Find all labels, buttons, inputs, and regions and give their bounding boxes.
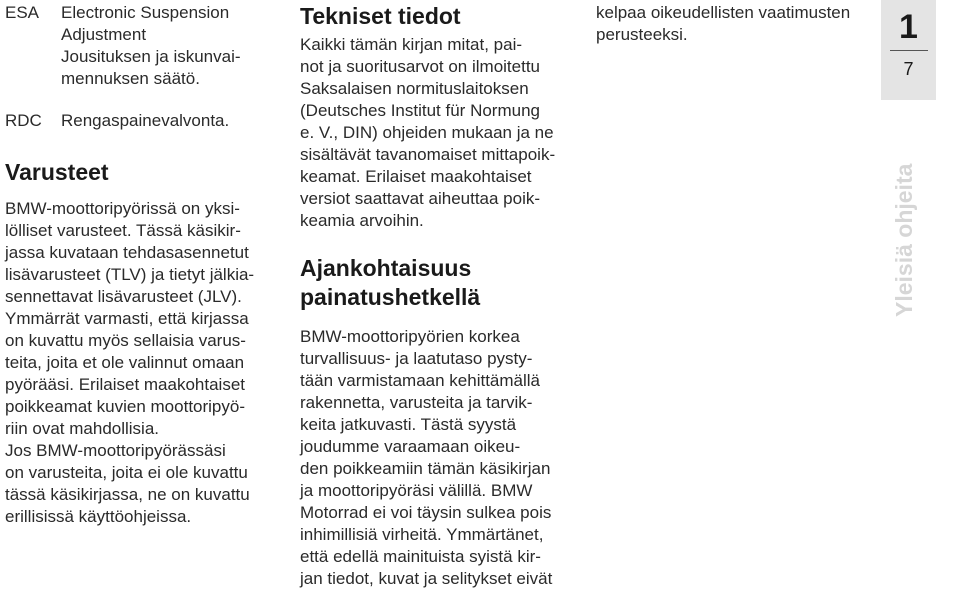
text-line: den poikkeamiin tämän käsikirjan: [300, 459, 551, 478]
text-line: kelpaa oikeudellisten vaatimusten: [596, 3, 851, 22]
heading-line: Ajankohtaisuus: [300, 255, 472, 281]
text-line: Jos BMW-moottoripyörässäsi: [5, 441, 226, 460]
text-line: inhimillisiä virheitä. Ymmärtänet,: [300, 525, 544, 544]
text-line: erillisissä käyttöohjeissa.: [5, 507, 192, 526]
text-line: Electronic Suspension: [61, 3, 230, 22]
section-heading-tekniset-tiedot: Tekniset tiedot: [300, 3, 461, 29]
text-line: jassa kuvataan tehdasasennetut: [5, 243, 249, 262]
text-line: Adjustment: [61, 25, 147, 44]
text-line: että edellä mainituista syistä kir-: [300, 547, 541, 566]
text-line: lisävarusteet (TLV) ja tietyt jälkia-: [5, 265, 255, 284]
text-line: riin ovat mahdollisia.: [5, 419, 160, 438]
text-line: joudumme varaamaan oikeu-: [300, 437, 521, 456]
text-line: jan tiedot, kuvat ja selitykset eivät: [300, 569, 553, 588]
text-line: poikkeamat kuvien moottoripyö-: [5, 397, 246, 416]
section-heading-ajankohtaisuus: [300, 254, 582, 312]
text-line: Ymmärrät varmasti, että kirjassa: [5, 309, 249, 328]
text-line: on varusteita, joita ei ole kuvattu: [5, 463, 248, 482]
text-line: keita jatkuvasti. Tästä syystä: [300, 415, 517, 434]
text-line: not ja suoritusarvot on ilmoitettu: [300, 57, 541, 76]
paragraph-tekniset-tiedot: [300, 34, 582, 232]
text-line: sisältävät tavanomaiset mittapoik-: [300, 145, 556, 164]
abbreviation-definition: [61, 2, 275, 90]
column-middle: [300, 0, 582, 590]
text-line: on kuvattu myös sellaisia varus-: [5, 331, 246, 350]
abbreviation-rdc: [5, 110, 275, 132]
text-line: keamia arvoihin.: [300, 211, 424, 230]
heading-line: painatushetkellä: [300, 284, 481, 310]
page-number: 7: [903, 59, 914, 79]
abbreviation-definition: [61, 110, 275, 132]
text-line: sennettavat lisävarusteet (JLV).: [5, 287, 242, 306]
text-line: teita, joita et ole valinnut omaan: [5, 353, 245, 372]
section-heading-varusteet: Varusteet: [5, 159, 109, 185]
paragraph-ajankohtaisuus: [300, 326, 582, 590]
text-line: keamat. Erilaiset maakohtaiset: [300, 167, 532, 186]
text-line: Motorrad ei voi täysin sulkea pois: [300, 503, 552, 522]
paragraph-varusteet: [5, 198, 275, 528]
chapter-side-label-text: Yleisiä ohjeita: [891, 163, 917, 317]
text-line: turvallisuus- ja laatutaso pysty-: [300, 349, 533, 368]
text-line: perusteeksi.: [596, 25, 688, 44]
chapter-tab: [881, 0, 936, 100]
text-line: pyörääsi. Erilaiset maakohtaiset: [5, 375, 246, 394]
text-line: Jousituksen ja iskunvai-: [61, 47, 241, 66]
abbreviation-esa: [5, 2, 275, 90]
text-line: tään varmistamaan kehittämällä: [300, 371, 541, 390]
text-line: BMW-moottoripyörien korkea: [300, 327, 520, 346]
abbreviation-key: RDC: [5, 111, 42, 130]
text-line: Kaikki tämän kirjan mitat, pai-: [300, 35, 523, 54]
text-line: tässä käsikirjassa, ne on kuvattu: [5, 485, 250, 504]
text-line: ja moottoripyöräsi välillä. BMW: [300, 481, 533, 500]
text-line: lölliset varusteet. Tässä käsikir-: [5, 221, 241, 240]
abbreviation-key: ESA: [5, 3, 40, 22]
text-line: versiot saattavat aiheuttaa poik-: [300, 189, 541, 208]
text-line: Rengaspainevalvonta.: [61, 111, 230, 130]
text-line: mennuksen säätö.: [61, 69, 200, 88]
text-line: (Deutsches Institut für Normung: [300, 101, 540, 120]
column-left: [5, 0, 275, 528]
text-line: rakennetta, varusteita ja tarvik-: [300, 393, 533, 412]
text-line: BMW-moottoripyörissä on yksi-: [5, 199, 240, 218]
chapter-number: 1: [899, 8, 918, 46]
column-right: [596, 0, 876, 46]
chapter-divider: [890, 50, 928, 51]
text-line: e. V., DIN) ohjeiden mukaan ja ne: [300, 123, 554, 142]
paragraph-continuation: [596, 2, 876, 46]
text-line: Saksalaisen normituslaitoksen: [300, 79, 529, 98]
